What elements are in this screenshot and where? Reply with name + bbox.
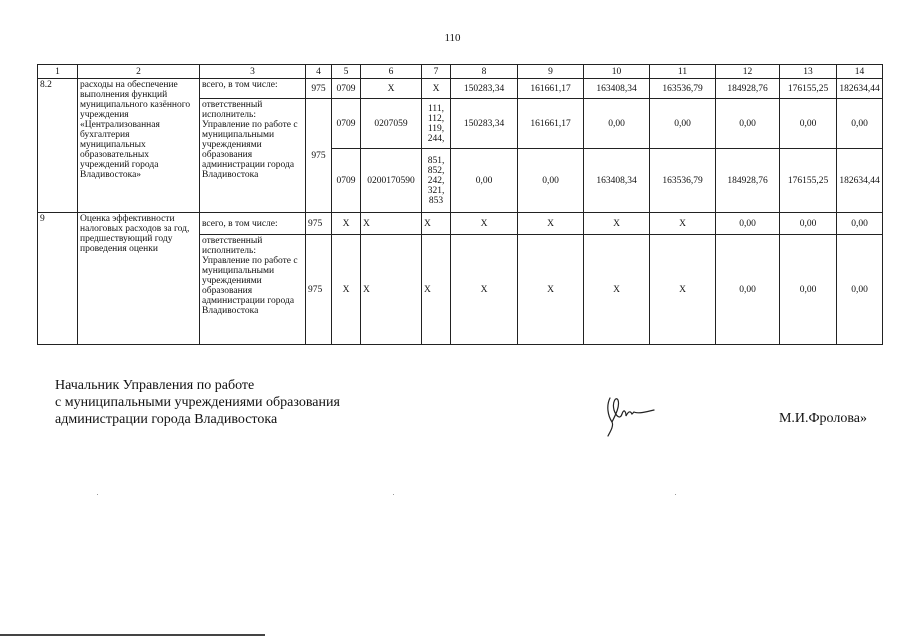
- cell: 0709: [332, 79, 361, 99]
- cell: X: [332, 213, 361, 235]
- header-cell: 6: [361, 65, 422, 79]
- handwritten-signature: [600, 392, 660, 440]
- cell: X: [422, 79, 451, 99]
- cell: X: [584, 235, 650, 345]
- header-cell: 2: [78, 65, 200, 79]
- cell: 182634,44: [837, 149, 883, 213]
- header-cell: 11: [650, 65, 716, 79]
- cell: X: [451, 213, 518, 235]
- cell: X: [518, 235, 584, 345]
- cell: 975: [306, 99, 332, 213]
- cell: 176155,25: [780, 149, 837, 213]
- signatory-title: [55, 377, 340, 428]
- cell: 111, 112, 119, 244,: [422, 99, 451, 149]
- cell: 975: [306, 213, 332, 235]
- cell: 176155,25: [780, 79, 837, 99]
- cell: 161661,17: [518, 99, 584, 149]
- table-row: [38, 213, 883, 235]
- row-name: расходы на обеспечение выполнения функций муниципального казённого учреждения «Централизованная бухгалтерия муниципальных образовательных учреждений города Владивостока»: [78, 79, 200, 213]
- header-cell: 14: [837, 65, 883, 79]
- scan-speck: [675, 494, 676, 495]
- row-name: Оценка эффективности налоговых расходов за год, предшествующий году проведения оценки: [78, 213, 200, 345]
- cell: 182634,44: [837, 79, 883, 99]
- cell: 0,00: [780, 99, 837, 149]
- scan-speck: [393, 494, 394, 495]
- page-number: 110: [444, 32, 461, 44]
- budget-table: [37, 64, 883, 345]
- cell: 0207059: [361, 99, 422, 149]
- header-cell: 8: [451, 65, 518, 79]
- scan-speck: [97, 494, 98, 495]
- cell: 0,00: [518, 149, 584, 213]
- cell: 0,00: [780, 213, 837, 235]
- table-header-row: [38, 65, 883, 79]
- cell: 150283,34: [451, 79, 518, 99]
- cell: X: [361, 79, 422, 99]
- signatory-line: администрации города Владивостока: [55, 412, 278, 427]
- cell: X: [361, 213, 422, 235]
- row-sub-label: ответственный исполнитель: Управление по работе с муниципальными учреждениями образования администрации города Владивостока: [200, 235, 306, 345]
- cell: 0,00: [780, 235, 837, 345]
- cell: 150283,34: [451, 99, 518, 149]
- cell: 0,00: [650, 99, 716, 149]
- cell: 0,00: [837, 213, 883, 235]
- cell: 0,00: [716, 235, 780, 345]
- cell: 163408,34: [584, 79, 650, 99]
- header-cell: 5: [332, 65, 361, 79]
- cell: 0200170590: [361, 149, 422, 213]
- cell: X: [650, 235, 716, 345]
- cell: X: [584, 213, 650, 235]
- signatory-line: с муниципальными учреждениями образования: [55, 395, 340, 410]
- header-cell: 10: [584, 65, 650, 79]
- cell: 0,00: [837, 235, 883, 345]
- cell: 0,00: [451, 149, 518, 213]
- cell: 0,00: [837, 99, 883, 149]
- signatory-line: Начальник Управления по работе: [55, 378, 255, 393]
- cell: 161661,17: [518, 79, 584, 99]
- cell: X: [518, 213, 584, 235]
- cell: 975: [306, 235, 332, 345]
- cell: 0709: [332, 99, 361, 149]
- row-number: 8.2: [38, 79, 78, 213]
- cell: X: [422, 213, 451, 235]
- cell: 0709: [332, 149, 361, 213]
- row-sub-label: ответственный исполнитель: Управление по работе с муниципальными учреждениями образования администрации города Владивостока: [200, 99, 306, 213]
- row-number: 9: [38, 213, 78, 345]
- header-cell: 1: [38, 65, 78, 79]
- header-cell: 9: [518, 65, 584, 79]
- row-sub-label: всего, в том числе:: [200, 79, 306, 99]
- cell: 975: [306, 79, 332, 99]
- cell: 184928,76: [716, 149, 780, 213]
- cell: 163536,79: [650, 149, 716, 213]
- header-cell: 7: [422, 65, 451, 79]
- cell: 184928,76: [716, 79, 780, 99]
- header-cell: 4: [306, 65, 332, 79]
- cell: 851, 852, 242, 321, 853: [422, 149, 451, 213]
- signatory-name: М.И.Фролова»: [778, 411, 867, 426]
- cell: X: [451, 235, 518, 345]
- table-row: [38, 79, 883, 99]
- cell: 0,00: [584, 99, 650, 149]
- cell: 0,00: [716, 213, 780, 235]
- cell: 163536,79: [650, 79, 716, 99]
- header-cell: 12: [716, 65, 780, 79]
- scan-edge-line: [0, 634, 265, 636]
- cell: 0,00: [716, 99, 780, 149]
- cell: X: [422, 235, 451, 345]
- header-cell: 13: [780, 65, 837, 79]
- header-cell: 3: [200, 65, 306, 79]
- cell: X: [650, 213, 716, 235]
- cell: 163408,34: [584, 149, 650, 213]
- row-sub-label: всего, в том числе:: [200, 213, 306, 235]
- cell: X: [361, 235, 422, 345]
- cell: X: [332, 235, 361, 345]
